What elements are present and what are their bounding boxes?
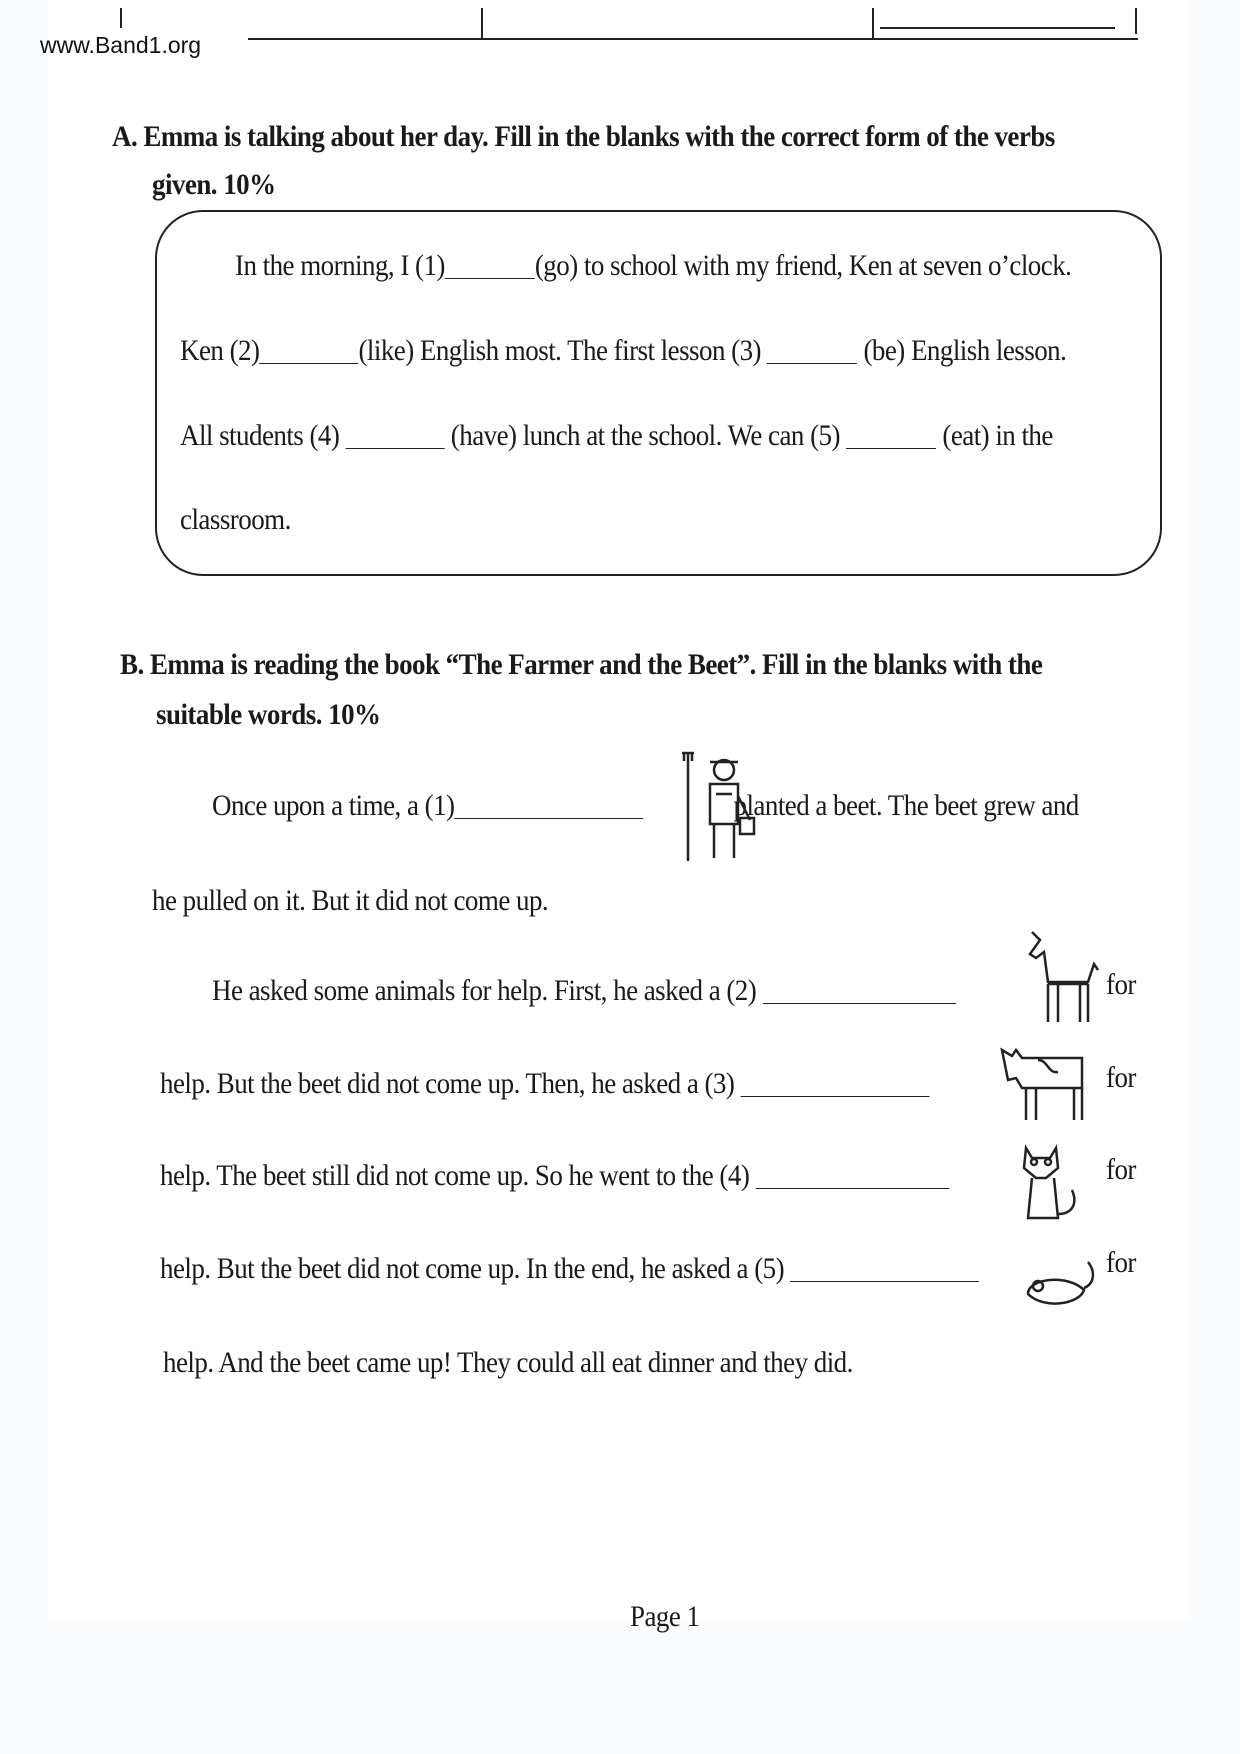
text: planted a beet. The beet grew and xyxy=(733,789,1079,822)
header-rule xyxy=(880,27,1115,29)
blank-b4[interactable] xyxy=(755,1158,949,1189)
blank-b5[interactable] xyxy=(790,1251,979,1282)
text: (eat) in the xyxy=(942,419,1053,452)
blank-b2[interactable] xyxy=(762,973,956,1004)
header-divider xyxy=(1135,8,1137,34)
for-label: for xyxy=(1106,1153,1136,1186)
header-divider xyxy=(481,8,483,40)
story-line-7: help. And the beet came up! They could all eat dinner and they did. xyxy=(163,1346,853,1379)
text: Once upon a time, a (1) xyxy=(212,789,455,822)
blank-a3[interactable] xyxy=(767,333,857,364)
text: He asked some animals for help. First, he asked a (2) xyxy=(212,974,757,1007)
text: All students (4) xyxy=(180,419,340,452)
cow-picture-icon xyxy=(998,1040,1094,1129)
text: (go) to school with my friend, Ken at seven o’clock. xyxy=(534,249,1072,282)
blank-a5[interactable] xyxy=(846,418,936,449)
section-b-heading: B. Emma is reading the book “The Farmer and the Beet”. Fill in the blanks with the xyxy=(120,648,1043,681)
text: help. But the beet did not come up. In the end, he asked a (5) xyxy=(160,1252,785,1285)
text: (like) English most. The first lesson (3) xyxy=(358,334,762,367)
story-line-1 xyxy=(212,788,1079,823)
mouse-picture-icon xyxy=(1022,1258,1098,1319)
header-divider xyxy=(120,8,122,28)
text: help. But the beet did not come up. Then, he asked a (3) xyxy=(160,1067,735,1100)
passage-line-3 xyxy=(180,418,1053,453)
for-label: for xyxy=(1106,1246,1136,1279)
blank-a4[interactable] xyxy=(346,418,445,449)
header-rule xyxy=(248,38,1138,40)
passage-line-1 xyxy=(235,248,1071,283)
for-label: for xyxy=(1106,968,1136,1001)
blank-a1[interactable] xyxy=(445,248,535,279)
blank-b3[interactable] xyxy=(741,1066,930,1097)
story-line-6 xyxy=(160,1251,979,1286)
cat-picture-icon xyxy=(1018,1144,1084,1227)
passage-line-2 xyxy=(180,333,1066,368)
story-line-2: he pulled on it. But it did not come up. xyxy=(152,884,549,917)
header-divider xyxy=(872,8,874,40)
passage-line-4: classroom. xyxy=(180,503,291,536)
story-line-4 xyxy=(160,1066,930,1101)
for-label: for xyxy=(1106,1061,1136,1094)
farmer-picture-icon xyxy=(680,748,760,871)
text: (have) lunch at the school. We can (5) xyxy=(450,419,840,452)
section-a-heading-cont: given. 10% xyxy=(152,168,276,201)
text: (be) English lesson. xyxy=(863,334,1067,367)
blank-a2[interactable] xyxy=(259,333,358,364)
text: In the morning, I (1) xyxy=(235,249,445,282)
story-line-3 xyxy=(212,973,956,1008)
horse-picture-icon xyxy=(1018,928,1106,1031)
section-a-heading: A. Emma is talking about her day. Fill in the blanks with the correct form of the verbs xyxy=(112,120,1055,153)
section-b-heading-cont: suitable words. 10% xyxy=(156,698,381,731)
text: help. The beet still did not come up. So he went to the (4) xyxy=(160,1159,750,1192)
text: Ken (2) xyxy=(180,334,260,367)
page-number: Page 1 xyxy=(630,1600,700,1633)
story-line-5 xyxy=(160,1158,949,1193)
watermark: www.Band1.org xyxy=(40,32,202,58)
blank-b1[interactable] xyxy=(454,788,643,819)
